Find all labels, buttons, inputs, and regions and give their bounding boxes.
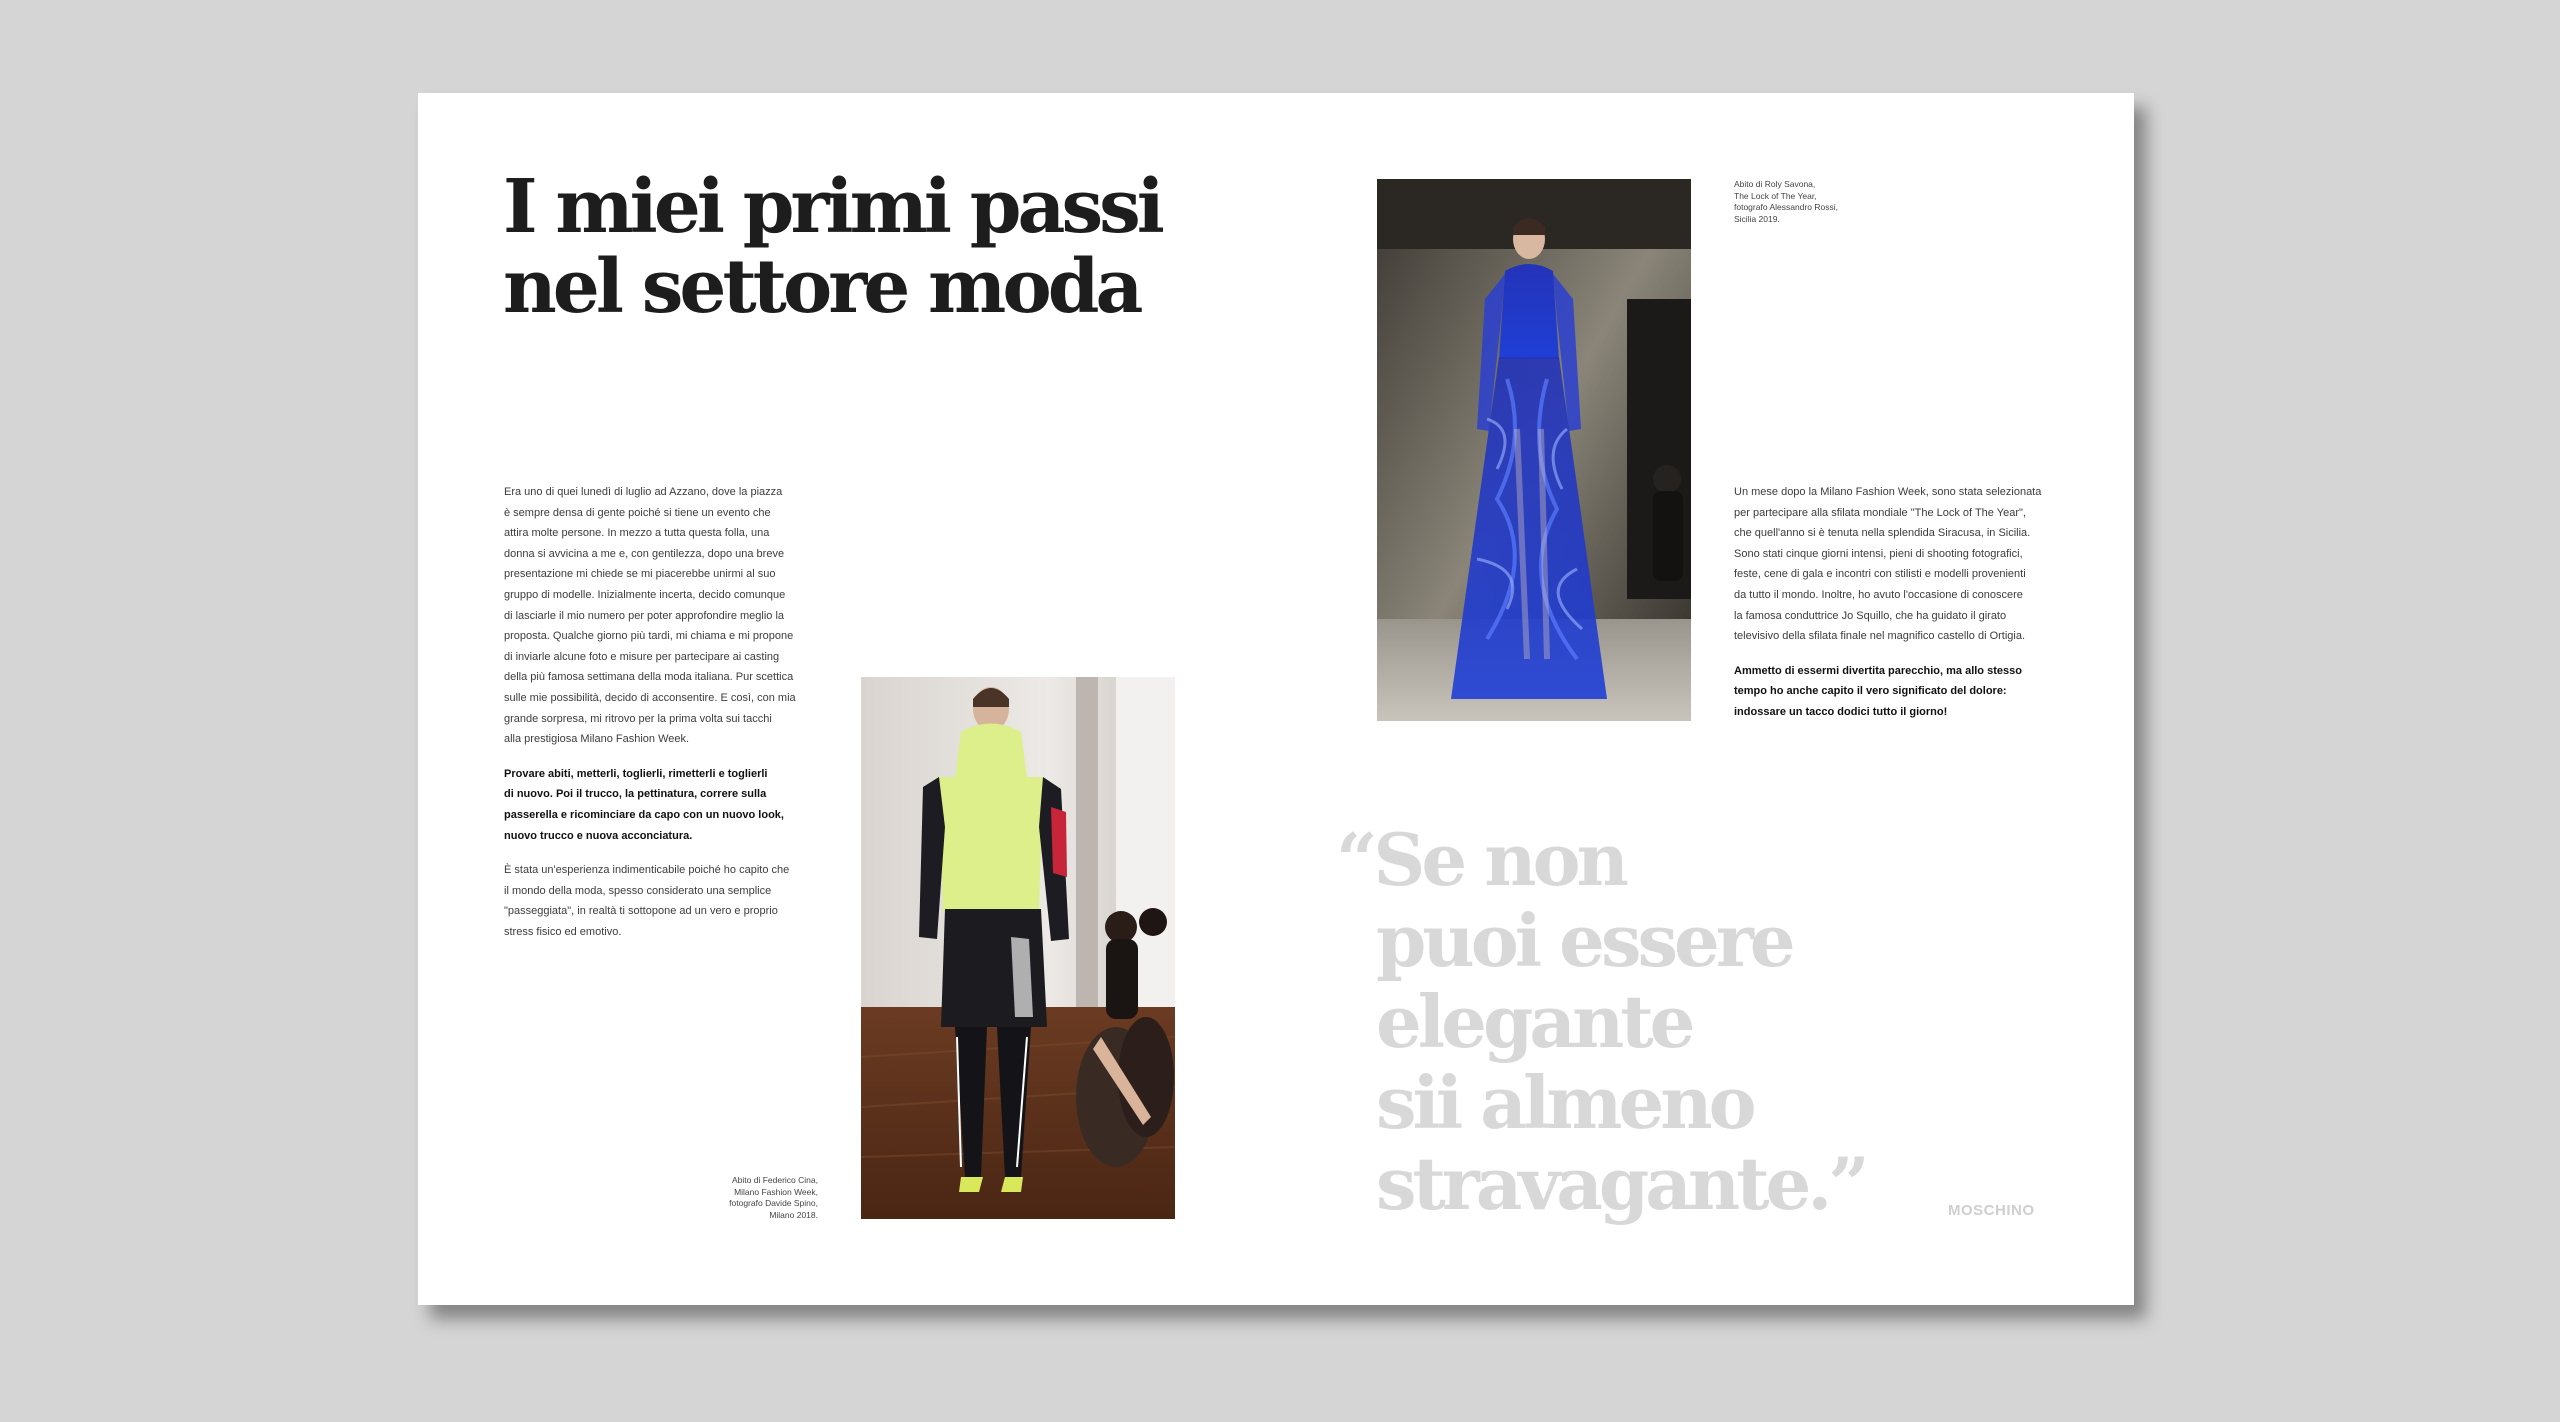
quote-line: stravagante.” [1376, 1141, 1866, 1226]
runway-photo-sicilia [1377, 179, 1691, 721]
text-line: Sono stati cinque giorni intensi, pieni di shooting fotografici, [1734, 547, 2023, 560]
caption-line: Abito di Roly Savona, [1734, 179, 1816, 189]
text-line: presentazione mi chiede se mi piacerebbe unirmi al suo [504, 568, 776, 581]
text-line: alla prestigiosa Milano Fashion Week. [504, 733, 690, 746]
quote-line: puoi essere [1376, 898, 1792, 983]
text-line: È stata un'esperienza indimenticabile poiché ho capito che [504, 864, 790, 877]
quote-line: elegante [1376, 979, 1692, 1064]
text-line: di inviarle alcune foto e misure per partecipare ai casting [504, 650, 780, 663]
text-line: da tutto il mondo. Inoltre, ho avuto l'occasione di conoscere [1734, 588, 2023, 601]
quote-line: “Se non [1336, 817, 1626, 902]
text-line: Ammetto di essermi divertita parecchio, ma allo stesso [1734, 664, 2022, 677]
text-line: per partecipare alla sfilata mondiale "The Lock of The Year", [1734, 506, 2026, 519]
left-paragraph-2-bold [504, 764, 804, 846]
magazine-spread [418, 93, 2134, 1305]
text-line: Provare abiti, metterli, toglierli, rimetterli e toglierli [504, 767, 768, 780]
left-paragraph-3 [504, 860, 804, 942]
text-line: stress fisico ed emotivo. [504, 925, 622, 938]
caption-line: Milano Fashion Week, [734, 1186, 818, 1197]
caption-line: The Lock of The Year, [1734, 190, 1817, 201]
runway-photo-green-knit-illustration [861, 677, 1175, 1219]
right-paragraph-1 [1734, 482, 2052, 647]
caption-line: fotografo Alessandro Rossi, [1734, 202, 1838, 212]
text-line: della più famosa settimana della moda italiana. Pur scettica [504, 671, 794, 684]
caption-line: Sicilia 2019. [1734, 213, 1780, 224]
text-line: di nuovo. Poi il trucco, la pettinatura, correre sulla [504, 788, 767, 801]
text-line: passerella e ricominciare da capo con un nuovo look, [504, 808, 784, 821]
runway-photo-milano [861, 677, 1175, 1219]
runway-photo-blue-gown-illustration [1377, 179, 1691, 721]
quote-line: sii almeno [1376, 1060, 1753, 1145]
text-line: gruppo di modelle. Inizialmente incerta, decido comunque [504, 588, 786, 601]
left-paragraph-1 [504, 482, 804, 750]
title-line-1: I miei primi passi [503, 164, 1161, 250]
text-line: grande sorpresa, mi ritrovo per la prima volta sui tacchi [504, 712, 772, 725]
text-line: Era uno di quei lunedì di luglio ad Azzano, dove la piazza [504, 486, 783, 498]
right-paragraph-2-bold [1734, 661, 2052, 723]
title-line-2: nel settore moda [503, 244, 1140, 330]
caption-line: Milano 2018. [769, 1209, 818, 1220]
quote-author: MOSCHINO [1948, 1202, 2035, 1219]
text-line: che quell'anno si è tenuta nella splendida Siracusa, in Sicilia. [1734, 527, 2031, 540]
text-line: feste, cene di gala e incontri con stilisti e modelli provenienti [1734, 568, 2026, 581]
text-line: indossare un tacco dodici tutto il giorno! [1734, 705, 1948, 718]
text-line: televisivo della sfilata finale nel magnifico castello di Ortigia. [1734, 630, 2026, 643]
text-line: di lasciarle il mio numero per poter approfondire meglio la [504, 609, 785, 622]
right-column-text [1734, 482, 2052, 737]
photo-caption-right [1734, 179, 1884, 225]
text-line: è sempre densa di gente poiché si tiene un evento che [504, 506, 771, 519]
text-line: attira molte persone. In mezzo a tutta questa folla, una [504, 527, 770, 540]
text-line: "passeggiata", in realtà ti sottopone ad un vero e proprio [504, 905, 778, 918]
text-line: proposta. Qualche giorno più tardi, mi chiama e mi propone [504, 630, 794, 643]
article-title [503, 164, 1161, 330]
photo-caption-left [668, 1175, 818, 1221]
text-line: donna si avvicina a me e, con gentilezza, dopo una breve [504, 547, 785, 560]
caption-line: Abito di Federico Cina, [732, 1175, 818, 1185]
pull-quote [1336, 819, 1866, 1224]
text-line: tempo ho anche capito il vero significato del dolore: [1734, 685, 2007, 698]
left-column-text [504, 482, 804, 956]
text-line: sulle mie possibilità, decido di acconsentire. E così, con mia [504, 691, 796, 704]
text-line: Un mese dopo la Milano Fashion Week, sono stata selezionata [1734, 486, 2042, 498]
text-line: il mondo della moda, spesso considerato una semplice [504, 884, 772, 897]
text-line: nuovo trucco e nuova acconciatura. [504, 829, 693, 842]
text-line: la famosa conduttrice Jo Squillo, che ha guidato il girato [1734, 609, 2007, 622]
caption-line: fotografo Davide Spino, [729, 1198, 818, 1208]
